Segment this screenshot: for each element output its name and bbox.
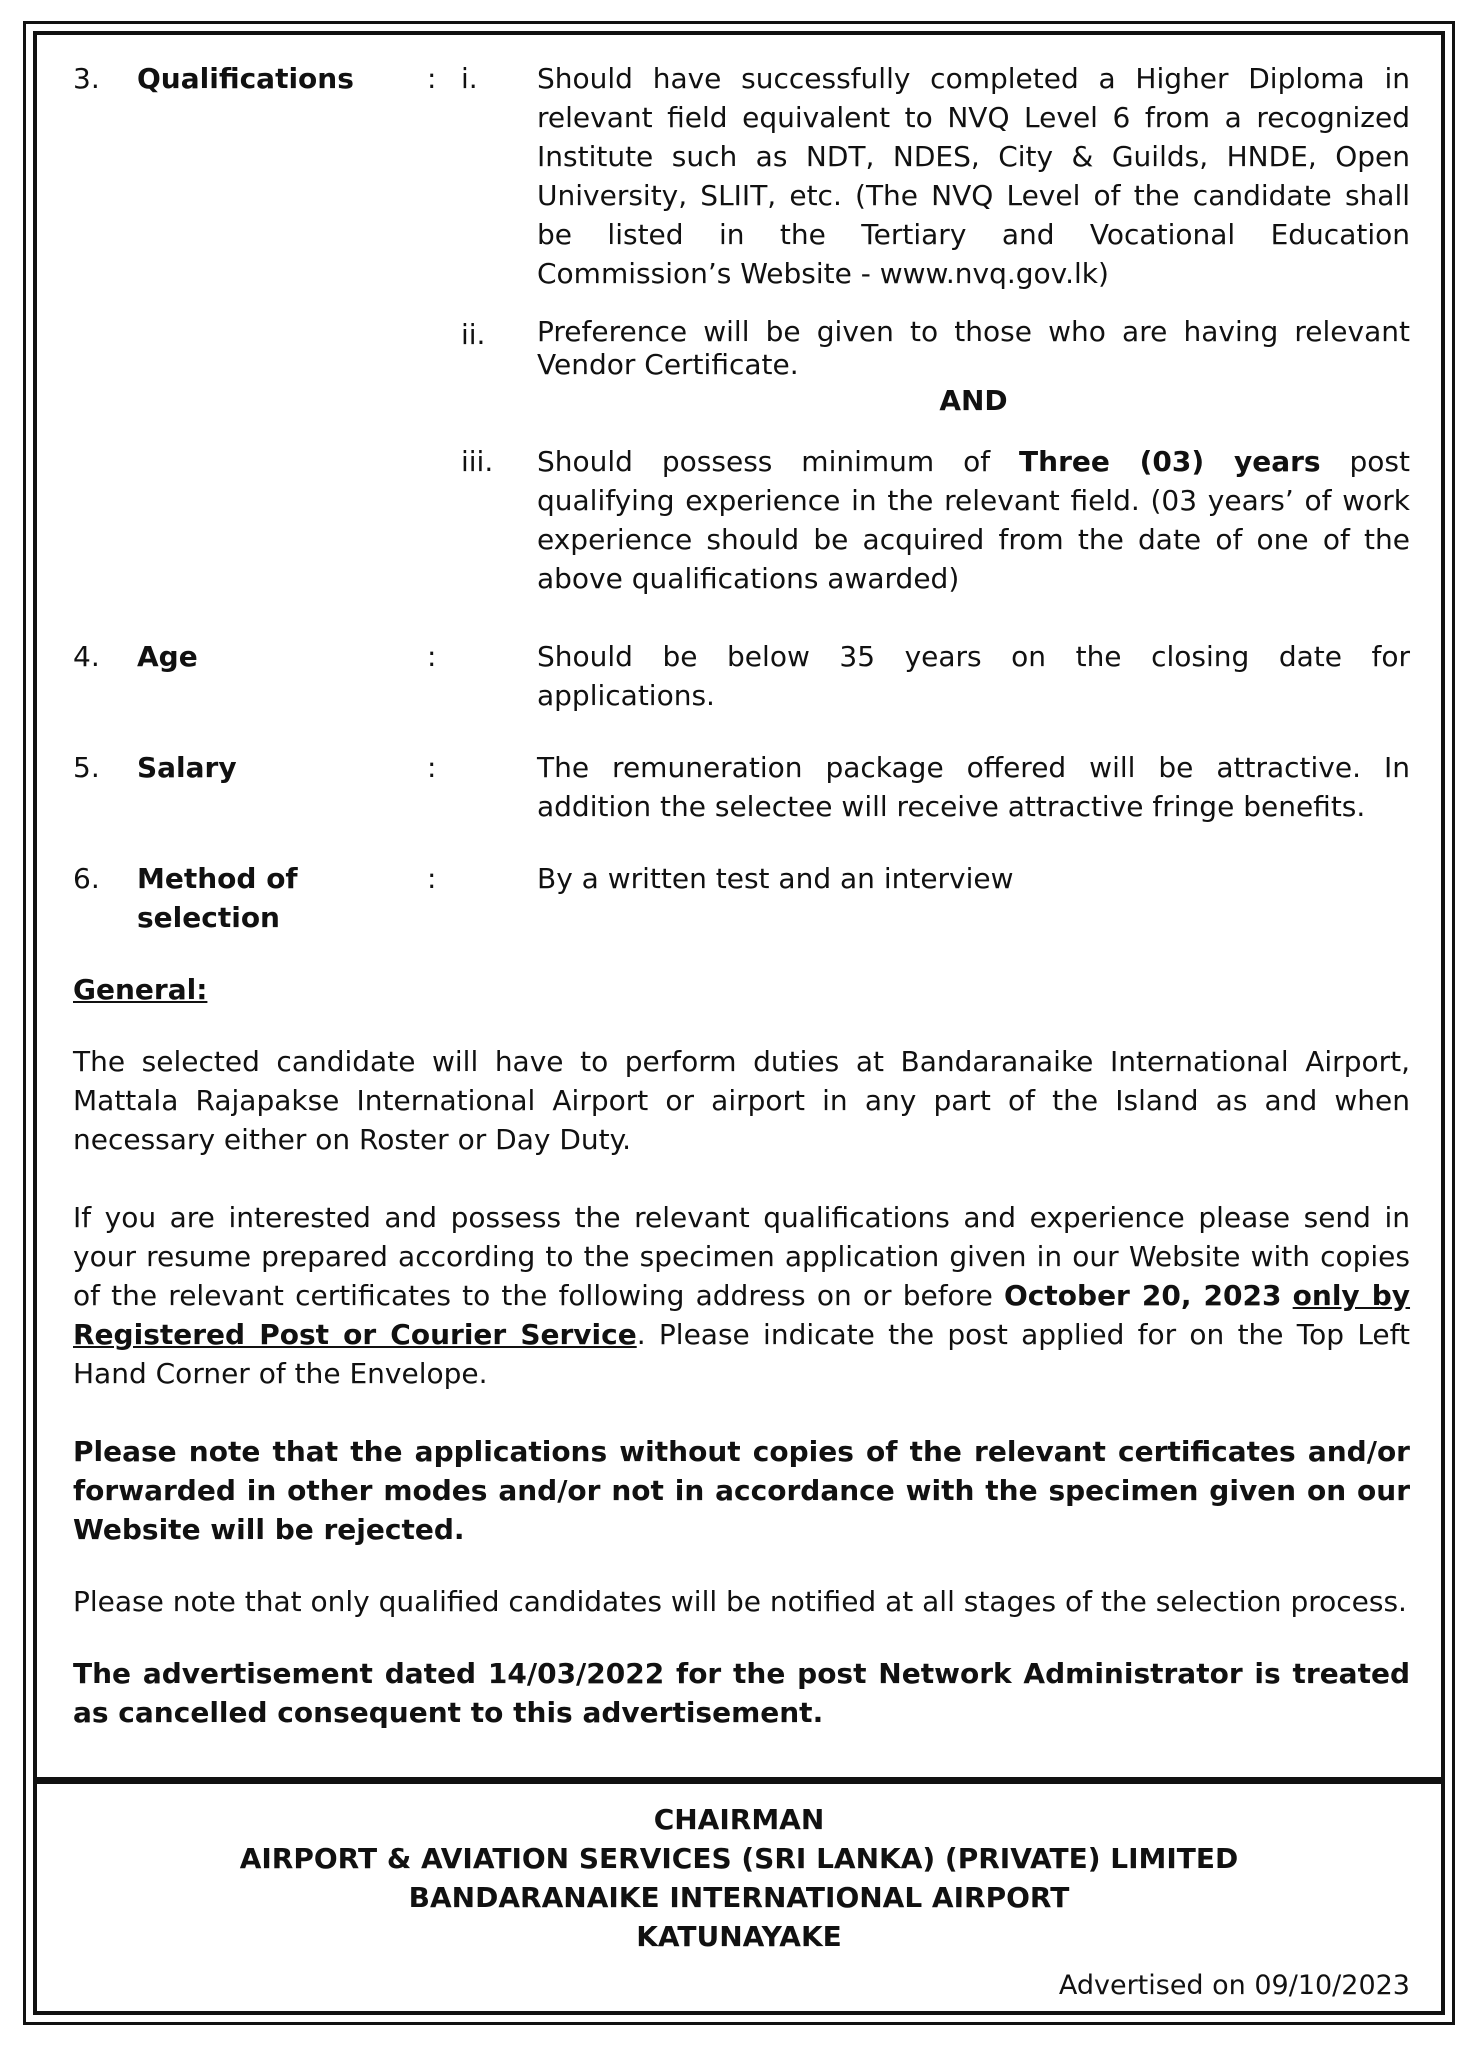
footer-divider [33,1777,1445,1784]
general-heading: General: [73,973,208,1006]
item-colon: : [427,862,437,895]
rejection-notice: Please note that the applications without copies of the relevant certificates and/or forwarded in other modes and/or not in accordance with the specimen given on our Website will be rejected. [73,1435,1410,1546]
document-body [73,59,1410,1732]
issuer-title: CHAIRMAN [653,1803,825,1836]
item-colon: : [427,751,437,784]
point-text [537,442,1410,598]
issuer-location: BANDARANAIKE INTERNATIONAL AIRPORT [408,1881,1070,1914]
application-text: . Please indicate the post applied for on the Top Left Hand Corner of the Envelope. [73,1318,1410,1390]
and-connector: AND [939,384,1008,417]
item-method-of-selection [73,859,1410,937]
item-label: Salary [137,751,237,784]
issuer-city: KATUNAYAKE [636,1920,842,1953]
point-numeral: ii. [461,318,486,351]
item-number: 4. [73,640,100,673]
experience-years: Three (03) years [1019,445,1321,478]
item-label [137,859,427,937]
item-label: Qualifications [137,62,354,95]
point-text: Should have successfully completed a Higher Diploma in relevant field equivalent to NVQ Level 6 from a recognized Institute such as NDT, NDES, City & Guilds, HNDE, Open University, SLIIT, etc. (The NVQ Level of the candidate shall be listed in the Tertiary and Vocational Education Commission’s Website - www.nvq.gov.lk) [537,62,1410,290]
item-text: Should be below 35 years on the closing date for applications. [537,640,1410,712]
item-number: 3. [73,62,100,95]
item-colon: : [427,640,437,673]
item-label: Age [137,640,198,673]
advertised-date: Advertised on 09/10/2023 [1058,1970,1410,2001]
item-text: By a written test and an interview [537,862,1014,895]
application-text: If you are interested and possess the relevant qualifications and experience please send in your resume prepared according to the specimen application given in our Website with copies of the relevant certificates to the following address on or before [73,1201,1410,1312]
cancellation-notice: The advertisement dated 14/03/2022 for the post Network Administrator is treated as cancelled consequent to this advertisement. [73,1657,1410,1729]
item-qualifications [73,59,1410,293]
item-age [73,637,1410,715]
point-numeral: iii. [461,445,494,478]
point-text-after: post qualifying experience in the relevant field. (03 years’ of work experience should be acquired from the date of one of the above qualifications awarded) [537,445,1410,595]
point-numeral: i. [461,62,478,95]
general-paragraph-duties: The selected candidate will have to perform duties at Bandaranaike International Airport, Mattala Rajapakse International Airport or airport in any part of the Island as and when necessary either on Roster or Day Duty. [73,1045,1410,1156]
issuer-organization: AIRPORT & AVIATION SERVICES (SRI LANKA) (PRIVATE) LIMITED [239,1842,1239,1875]
point-text: Preference will be given to those who are having relevant Vendor Certificate. [537,315,1410,381]
qualification-point-iii [73,442,1410,598]
item-label-line: Method of [137,862,298,895]
item-number: 6. [73,862,100,895]
qualification-point-ii [73,315,1410,381]
item-colon: : [427,62,437,95]
point-text-before: Should possess minimum of [537,445,1020,478]
item-text: The remuneration package offered will be attractive. In addition the selectee will receive attractive fringe benefits. [537,751,1410,823]
item-number: 5. [73,751,100,784]
issuer-block [37,1800,1441,1956]
submission-mode: only by Registered Post or Courier Service [73,1279,1411,1351]
notification-notice: Please note that only qualified candidates will be notified at all stages of the selection process. [73,1585,1407,1618]
general-paragraph-application [73,1198,1410,1393]
application-text [1281,1279,1292,1312]
item-salary [73,748,1410,826]
closing-date: October 20, 2023 [1004,1279,1282,1312]
item-label-line: selection [137,901,280,934]
